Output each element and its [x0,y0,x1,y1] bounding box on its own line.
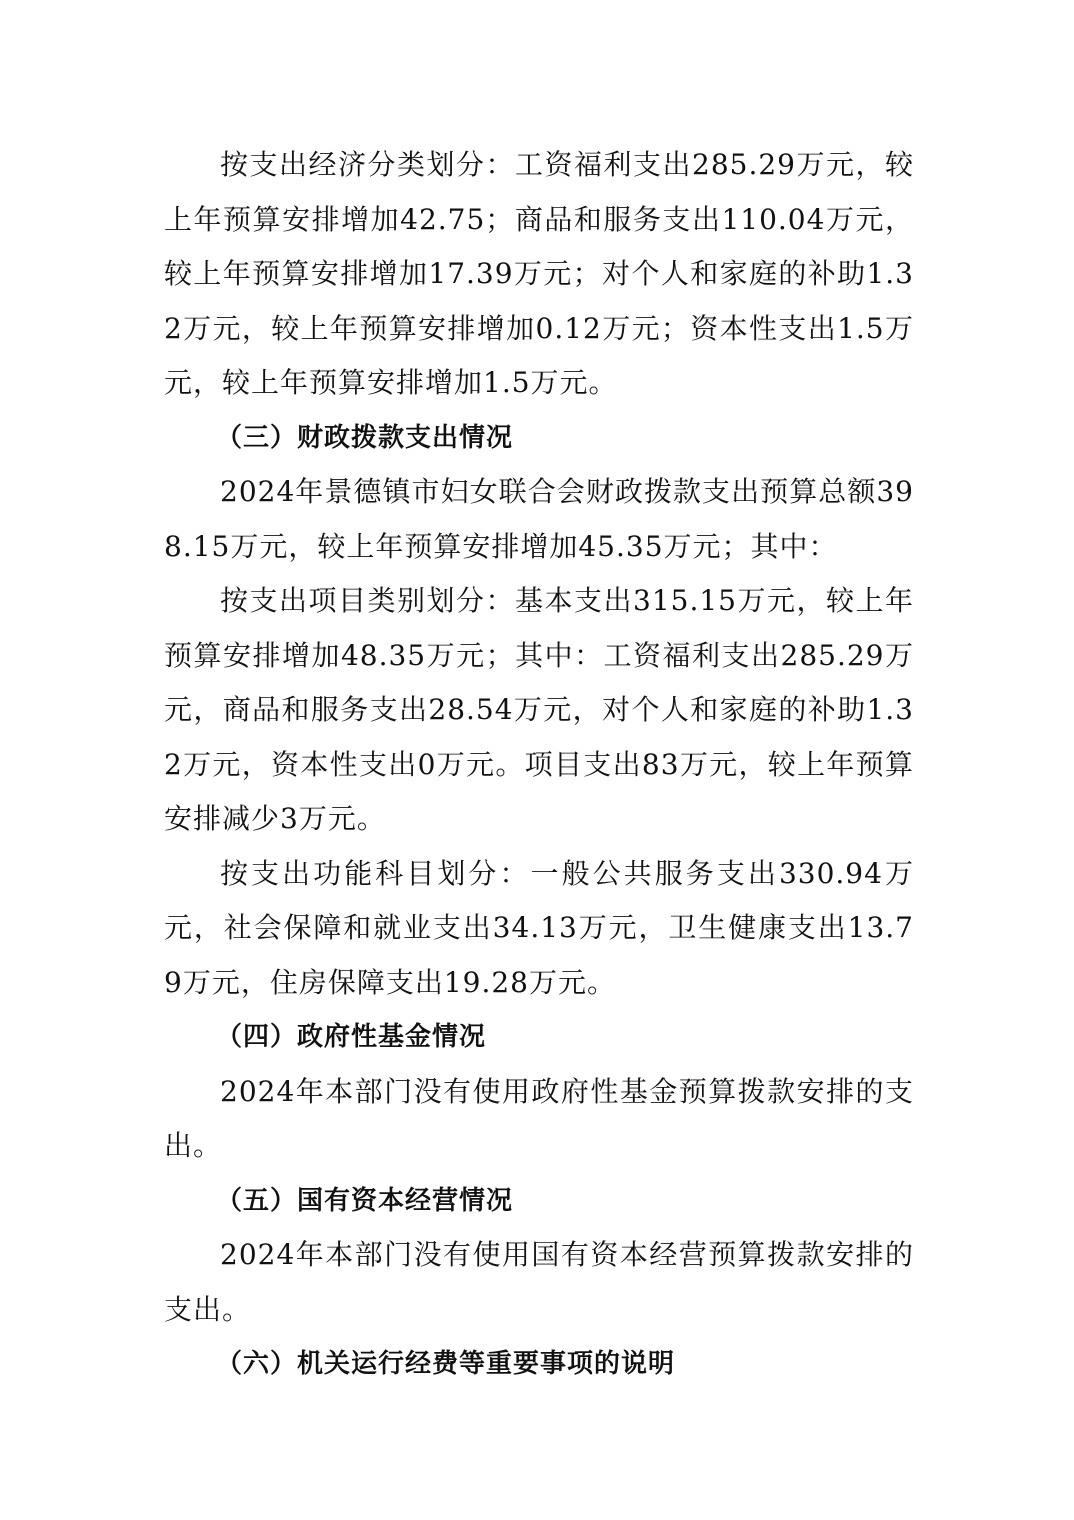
section-heading-3: （三）财政拨款支出情况 [216,422,514,453]
section-heading-6: （六）机关运行经费等重要事项的说明 [216,1349,676,1379]
document-page [164,138,914,1392]
paragraph-project-category: 按支出项目类别划分：基本支出315.15万元，较上年预算安排增加48.35万元；其中：工资福利支出285.29万元，商品和服务支出28.54万元，对个人和家庭的补助1.32万元，资本性支出0万元。项目支出83万元，较上年预算安排减少3万元。 [164,584,914,835]
paragraph-functional-subject: 按支出功能科目划分：一般公共服务支出330.94万元，社会保障和就业支出34.13万元，卫生健康支出13.79万元，住房保障支出19.28万元。 [164,856,914,999]
section-heading-4: （四）政府性基金情况 [216,1022,487,1052]
paragraph-fiscal-total: 2024年景德镇市妇女联合会财政拨款支出预算总额398.15万元，较上年预算安排增加45.35万元；其中： [164,475,914,563]
paragraph-economic-classification: 按支出经济分类划分：工资福利支出285.29万元，较上年预算安排增加42.75；商品和服务支出110.04万元，较上年预算安排增加17.39万元；对个人和家庭的补助1.32万元，较上年预算安排增加0.12万元；资本性支出1.5万元，较上年预算安排增加1.5万元。 [164,148,914,399]
paragraph-state-capital: 2024年本部门没有使用国有资本经营预算拨款安排的支出。 [164,1238,914,1326]
section-heading-5: （五）国有资本经营情况 [216,1185,514,1216]
paragraph-government-fund: 2024年本部门没有使用政府性基金预算拨款安排的支出。 [164,1074,914,1162]
